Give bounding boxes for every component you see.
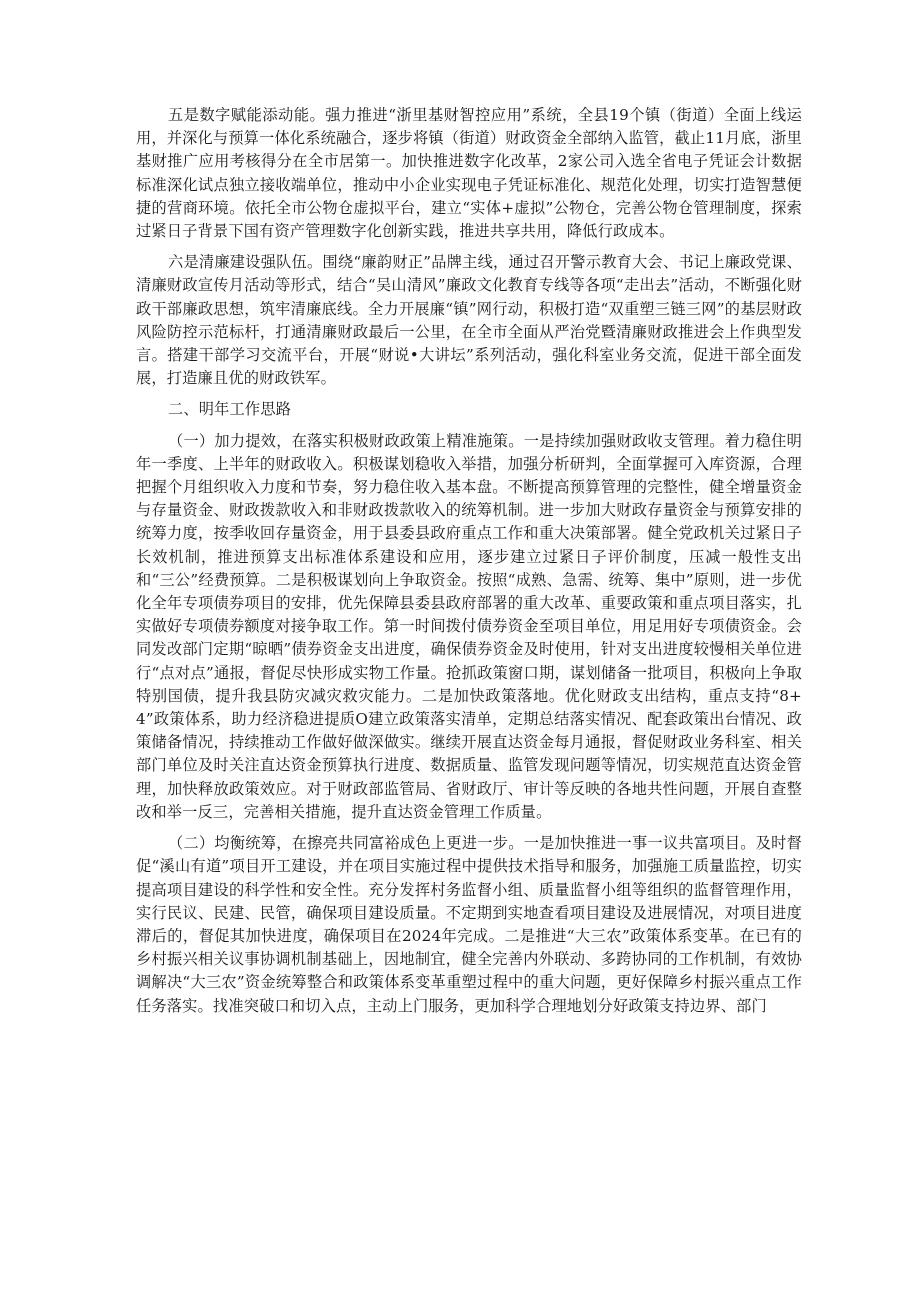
- paragraph-digital-empowerment: 五是数字赋能添动能。强力推进“浙里基财智控应用”系统，全县19个镇（街道）全面上线运用，并深化与预算一体化系统融合，逐步将镇（街道）财政资金全部纳入监管，截止11月底，浙里基财推广应用考核得分在全市居第一。加快推进数字化改革，2家公司入选全省电子凭证会计数据标准深化试点独立接收端单位，推动中小企业实现电子凭证标准化、规范化处理，切实打造智慧便捷的营商环境。依托全市公物仓虚拟平台，建立“实体+虚拟”公物仓，完善公物仓管理制度，探索过紧日子背景下国有资产管理数字化创新实践，推进共享共用，降低行政成本。: [136, 106, 803, 241]
- paragraph-common-prosperity: （二）均衡统筹，在擦亮共同富裕成色上更进一步。一是加快推进一事一议共富项目。及时督促“溪山有道”项目开工建设，并在项目实施过程中提供技术指导和服务，加强施工质量监控，切实提高项目建设的科学性和安全性。充分发挥村务监督小组、质量监督小组等组织的监督管理作用，实行民议、民建、民管，确保项目建设质量。不定期到实地查看项目建设及进展情况，对项目进度滞后的，督促其加快进度，确保项目在2024年完成。二是推进“大三农”政策体系变革。在已有的乡村振兴相关议事协调机制基础上，因地制宜，健全完善内外联动、多跨协同的工作机制，有效协调解决“大三农”资金统筹整合和政策体系变革重塑过程中的重大问题，更好保障乡村振兴重点工作任务落实。找准突破口和切入点，主动上门服务，更加科学合理地划分好政策支持边界、部门: [136, 834, 802, 1015]
- paragraph-integrity-building: 六是清廉建设强队伍。围绕“廉韵财正”品牌主线，通过召开警示教育大会、书记上廉政党课、清廉财政宣传月活动等形式，结合“吴山清风”廉政文化教育专线等各项“走出去”活动，不断强化财政干部廉政思想，筑牢清廉底线。全力开展廉“镇”网行动，积极打造“双重塑三链三网”的基层财政风险防控示范标杆，打通清廉财政最后一公里，在全市全面从严治党暨清廉财政推进会上作典型发言。搭建干部学习交流平台，开展“财说•大讲坛”系列活动，强化科室业务交流，促进干部全面发展，打造廉且优的财政铁军。: [136, 253, 802, 388]
- paragraph-fiscal-policy: （一）加力提效，在落实积极财政政策上精准施策。一是持续加强财政收支管理。着力稳住明年一季度、上半年的财政收入。积极谋划稳收入举措，加强分析研判，全面掌握可入库资源，合理把握个月组织收入力度和节奏，努力稳住收入基本盘。不断提高预算管理的完整性，健全增量资金与存量资金、财政拨款收入和非财政拨款收入的统筹机制。进一步加大财政存量资金与预算安排的统筹力度，按季收回存量资金，用于县委县政府重点工作和重大决策部署。健全党政机关过紧日子长效机制，推进预算支出标准体系建设和应用，逐步建立过紧日子评价制度，压减一般性支出和“三公”经费预算。二是积极谋划向上争取资金。按照“成熟、急需、统筹、集中”原则，进一步优化全年专项债券项目的安排，优先保障县委县政府部署的重大改革、重要政策和重点项目落实，扎实做好专项债券额度对接争取工作。第一时间拨付债券资金至项目单位，用足用好专项债资金。会同发改部门定期“晾晒”债券资金支出进度，确保债券资金及时使用，针对支出进度较慢相关单位进行“点对点”通报，督促尽快形成实物工作量。抢抓政策窗口期，谋划储备一批项目，积极向上争取特别国债，提升我县防灾减灾救灾能力。二是加快政策落地。优化财政支出结构，重点支持“8+4”政策体系，助力经济稳进提质O建立政策落实清单，定期总结落实情况、配套政策出台情况、政策储备情况，持续推动工作做好做深做实。继续开展直达资金每月通报，督促财政业务科室、相关部门单位及时关注直达资金预算执行进度、数据质量、监管发现问题等情况，切实规范直达资金管理，加快释放政策效应。对于财政部监管局、省财政厅、审计等反映的各地共性问题，开展自查整改和举一反三，完善相关措施，提升直达资金管理工作质量。: [136, 431, 802, 821]
- document-body: [136, 104, 802, 1026]
- section-heading-next-year-plan: 二、明年工作思路: [168, 400, 292, 419]
